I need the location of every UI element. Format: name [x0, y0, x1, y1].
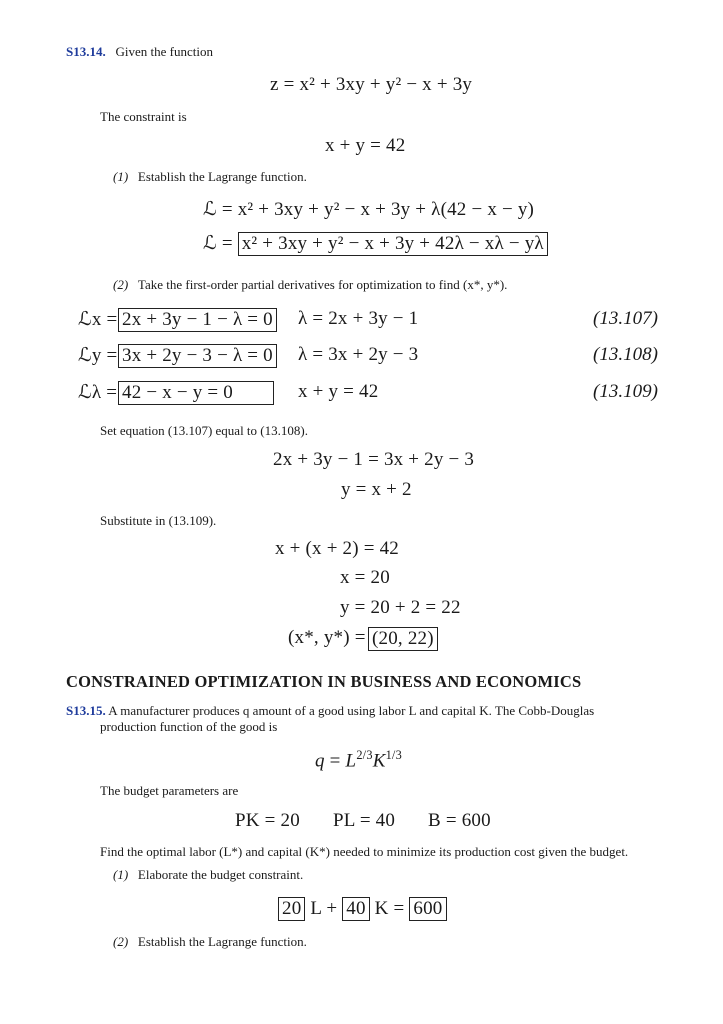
problem-label: S13.14. — [66, 44, 106, 59]
budget-b: B = 600 — [428, 810, 491, 831]
budget-text: The budget parameters are — [100, 783, 239, 798]
constraint-text: The constraint is — [100, 109, 187, 124]
derivative-boxed: 2x + 3y − 1 − λ = 0 — [118, 308, 277, 332]
budget-k-term: K = — [374, 898, 405, 919]
problem-label: S13.15. — [66, 703, 106, 718]
derivative-boxed: 3x + 2y − 3 − λ = 0 — [118, 344, 277, 368]
set-equation-text: Set equation (13.107) equal to (13.108). — [100, 423, 308, 438]
derivative-boxed: 42 − x − y = 0 — [118, 381, 274, 405]
step-text: Establish the Lagrange function. — [137, 169, 307, 184]
lagrange-lhs: ℒ = — [203, 233, 233, 254]
derivative-rhs: λ = 3x + 2y − 3 — [298, 344, 419, 365]
step-text: Establish the Lagrange function. — [137, 934, 307, 949]
step-text: Elaborate the budget constraint. — [137, 867, 304, 882]
derivative-lhs: ℒx = — [78, 309, 118, 330]
problem-intro: Given the function — [115, 44, 213, 59]
step-text: Take the first-order partial derivatives for optimization to find (x*, y*). — [137, 277, 508, 292]
step-number: (2) — [113, 934, 129, 949]
equation-number: (13.107) — [593, 308, 658, 329]
derivative-rhs: λ = 2x + 3y − 1 — [298, 308, 419, 329]
step-number: (2) — [113, 277, 129, 292]
budget-constraint — [278, 897, 447, 921]
substitute-2: x = 20 — [340, 567, 390, 588]
budget-box-b: 600 — [409, 897, 446, 921]
derivative-rhs: x + y = 42 — [298, 381, 379, 402]
lagrange-function: ℒ = x² + 3xy + y² − x + 3y + λ(42 − x − y) — [203, 199, 535, 220]
set-equation-2: y = x + 2 — [341, 479, 412, 500]
budget-box-pl: 40 — [342, 897, 369, 921]
equation-number: (13.109) — [593, 381, 658, 402]
function-equation: z = x² + 3xy + y² − x + 3y — [270, 74, 473, 95]
budget-box-pk: 20 — [278, 897, 305, 921]
problem-intro-line-2: production function of the good is — [100, 719, 278, 734]
production-function: $q = L^{2/3}K^{1/3}$ — [315, 748, 402, 772]
find-text: Find the optimal labor (L*) and capital (K*) needed to minimize its production cost given the budget. — [100, 844, 629, 859]
budget-l-term: L + — [310, 898, 338, 919]
step-1 — [113, 169, 307, 185]
lagrange-expanded — [203, 232, 548, 256]
set-equation-1: 2x + 3y − 1 = 3x + 2y − 3 — [273, 449, 475, 470]
budget-pl: PL = 40 — [333, 810, 396, 831]
step-2 — [113, 934, 307, 950]
derivative-lhs: ℒy = — [78, 345, 118, 366]
problem-s13-14-header — [66, 44, 213, 60]
substitute-1: x + (x + 2) = 42 — [275, 538, 400, 559]
substitute-text: Substitute in (13.109). — [100, 513, 217, 528]
step-2 — [113, 277, 507, 293]
equation-number: (13.108) — [593, 344, 658, 365]
result-lhs: (x*, y*) = — [288, 627, 366, 648]
derivative-lhs: ℒλ = — [78, 382, 118, 403]
step-number: (1) — [113, 867, 129, 882]
section-heading: CONSTRAINED OPTIMIZATION IN BUSINESS AND ECONOMICS — [66, 672, 582, 691]
problem-s13-15-header — [66, 703, 594, 719]
step-number: (1) — [113, 169, 129, 184]
substitute-3: y = 20 + 2 = 22 — [340, 597, 461, 618]
budget-pk: PK = 20 — [235, 810, 300, 831]
step-1 — [113, 867, 303, 883]
result-boxed: (20, 22) — [368, 627, 438, 651]
lagrange-boxed: x² + 3xy + y² − x + 3y + 42λ − xλ − yλ — [238, 232, 548, 256]
problem-intro-line-1: A manufacturer produces q amount of a good using labor L and capital K. The Cobb-Douglas — [108, 703, 595, 718]
constraint-equation: x + y = 42 — [325, 135, 406, 156]
